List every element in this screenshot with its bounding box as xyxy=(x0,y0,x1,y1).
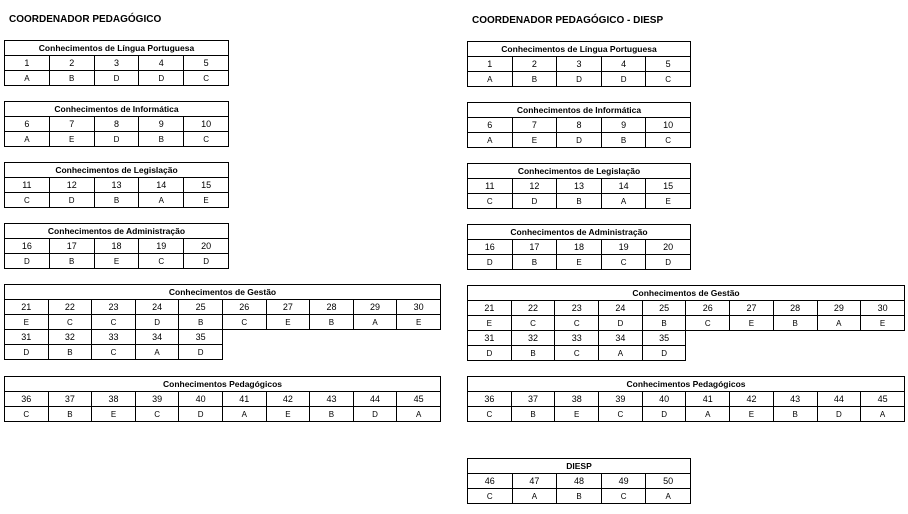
answer-key-table xyxy=(467,458,691,504)
question-number: 11 xyxy=(468,179,513,194)
question-number: 7 xyxy=(49,117,94,132)
question-number: 37 xyxy=(48,392,92,407)
answer-key-table xyxy=(4,162,229,208)
question-number: 2 xyxy=(49,56,94,71)
question-number: 42 xyxy=(730,392,774,407)
section-title: Conhecimentos Pedagógicos xyxy=(468,377,905,392)
empty-cell xyxy=(686,346,730,361)
empty-cell xyxy=(773,331,817,346)
question-number: 44 xyxy=(817,392,861,407)
question-number: 13 xyxy=(94,178,139,193)
answer-key-table xyxy=(467,41,691,87)
answer-key-table xyxy=(4,101,229,147)
answer-cell: B xyxy=(310,315,354,330)
question-number: 47 xyxy=(512,474,557,489)
answer-cell: D xyxy=(642,346,686,361)
answer-cell: C xyxy=(601,255,646,270)
question-number: 29 xyxy=(353,300,397,315)
answer-cell: C xyxy=(646,72,691,87)
answer-cell: C xyxy=(92,345,136,360)
answer-cell: E xyxy=(730,316,774,331)
answer-cell: A xyxy=(222,407,266,422)
section-title: Conhecimentos de Gestão xyxy=(468,286,905,301)
empty-cell xyxy=(686,331,730,346)
question-number: 21 xyxy=(468,301,512,316)
empty-cell xyxy=(222,345,266,360)
answer-key-table xyxy=(467,376,905,422)
question-number: 41 xyxy=(222,392,266,407)
answer-cell: E xyxy=(730,407,774,422)
question-number: 34 xyxy=(599,331,643,346)
page-title-left: COORDENADOR PEDAGÓGICO xyxy=(9,14,162,25)
empty-cell xyxy=(222,330,266,345)
answer-cell: E xyxy=(92,407,136,422)
question-number: 2 xyxy=(512,57,557,72)
empty-cell xyxy=(353,345,397,360)
question-number: 37 xyxy=(511,392,555,407)
answer-cell: E xyxy=(397,315,441,330)
question-number: 14 xyxy=(139,178,184,193)
answer-cell: A xyxy=(5,71,50,86)
question-number: 20 xyxy=(184,239,229,254)
answer-cell: B xyxy=(94,193,139,208)
question-number: 28 xyxy=(773,301,817,316)
answer-cell: B xyxy=(557,194,602,209)
answer-cell: D xyxy=(642,407,686,422)
answer-key-table xyxy=(467,163,691,209)
answer-cell: D xyxy=(599,316,643,331)
question-number: 9 xyxy=(601,118,646,133)
question-number: 23 xyxy=(555,301,599,316)
answer-cell: B xyxy=(773,407,817,422)
answer-cell: C xyxy=(555,316,599,331)
question-number: 30 xyxy=(861,301,905,316)
answer-cell: A xyxy=(139,193,184,208)
answer-cell: C xyxy=(468,407,512,422)
answer-cell: A xyxy=(599,346,643,361)
section-title: Conhecimentos de Língua Portuguesa xyxy=(5,41,229,56)
question-number: 33 xyxy=(555,331,599,346)
answer-cell: D xyxy=(468,255,513,270)
question-number: 4 xyxy=(601,57,646,72)
section-title: Conhecimentos de Administração xyxy=(5,224,229,239)
empty-cell xyxy=(266,345,310,360)
question-number: 18 xyxy=(557,240,602,255)
answer-cell: B xyxy=(601,133,646,148)
question-number: 11 xyxy=(5,178,50,193)
answer-cell: A xyxy=(397,407,441,422)
answer-cell: D xyxy=(557,133,602,148)
question-number: 15 xyxy=(646,179,691,194)
section-title: Conhecimentos de Gestão xyxy=(5,285,441,300)
question-number: 36 xyxy=(468,392,512,407)
question-number: 45 xyxy=(397,392,441,407)
question-number: 44 xyxy=(353,392,397,407)
answer-cell: A xyxy=(468,72,513,87)
question-number: 20 xyxy=(646,240,691,255)
answer-cell: B xyxy=(511,346,555,361)
answer-cell: E xyxy=(94,254,139,269)
answer-cell: D xyxy=(139,71,184,86)
answer-cell: D xyxy=(557,72,602,87)
answer-cell: A xyxy=(353,315,397,330)
answer-cell: B xyxy=(139,132,184,147)
answer-cell: B xyxy=(642,316,686,331)
question-number: 12 xyxy=(512,179,557,194)
question-number: 17 xyxy=(512,240,557,255)
question-number: 18 xyxy=(94,239,139,254)
answer-cell: B xyxy=(49,254,94,269)
question-number: 27 xyxy=(266,300,310,315)
answer-cell: D xyxy=(94,132,139,147)
question-number: 50 xyxy=(646,474,691,489)
answer-cell: A xyxy=(468,133,513,148)
question-number: 31 xyxy=(468,331,512,346)
question-number: 40 xyxy=(179,392,223,407)
answer-cell: C xyxy=(599,407,643,422)
question-number: 36 xyxy=(5,392,49,407)
answer-cell: C xyxy=(686,316,730,331)
question-number: 35 xyxy=(642,331,686,346)
question-number: 48 xyxy=(557,474,602,489)
answer-cell: D xyxy=(512,194,557,209)
answer-cell: D xyxy=(817,407,861,422)
empty-cell xyxy=(861,331,905,346)
question-number: 39 xyxy=(135,392,179,407)
answer-cell: A xyxy=(601,194,646,209)
question-number: 21 xyxy=(5,300,49,315)
answer-cell: A xyxy=(686,407,730,422)
answer-cell: C xyxy=(646,133,691,148)
answer-cell: C xyxy=(5,407,49,422)
answer-cell: E xyxy=(861,316,905,331)
question-number: 41 xyxy=(686,392,730,407)
answer-cell: C xyxy=(601,489,646,504)
question-number: 1 xyxy=(468,57,513,72)
question-number: 25 xyxy=(179,300,223,315)
answer-cell: C xyxy=(135,407,179,422)
section-title: Conhecimentos de Administração xyxy=(468,225,691,240)
question-number: 49 xyxy=(601,474,646,489)
answer-cell: E xyxy=(49,132,94,147)
question-number: 24 xyxy=(135,300,179,315)
section-title: Conhecimentos de Informática xyxy=(468,103,691,118)
question-number: 39 xyxy=(599,392,643,407)
empty-cell xyxy=(310,345,354,360)
page-title-right: COORDENADOR PEDAGÓGICO - DIESP xyxy=(472,15,664,26)
question-number: 10 xyxy=(646,118,691,133)
question-number: 22 xyxy=(511,301,555,316)
question-number: 28 xyxy=(310,300,354,315)
answer-cell: C xyxy=(222,315,266,330)
answer-cell: D xyxy=(353,407,397,422)
answer-cell: D xyxy=(94,71,139,86)
answer-cell: C xyxy=(139,254,184,269)
answer-cell: B xyxy=(179,315,223,330)
empty-cell xyxy=(730,331,774,346)
answer-cell: E xyxy=(557,255,602,270)
question-number: 43 xyxy=(773,392,817,407)
section-title: Conhecimentos de Informática xyxy=(5,102,229,117)
answer-cell: B xyxy=(557,489,602,504)
answer-cell: C xyxy=(555,346,599,361)
question-number: 12 xyxy=(49,178,94,193)
answer-cell: D xyxy=(179,407,223,422)
answer-cell: A xyxy=(5,132,50,147)
answer-key-table xyxy=(4,284,441,360)
question-number: 6 xyxy=(468,118,513,133)
empty-cell xyxy=(266,330,310,345)
question-number: 46 xyxy=(468,474,513,489)
question-number: 16 xyxy=(468,240,513,255)
question-number: 23 xyxy=(92,300,136,315)
question-number: 8 xyxy=(94,117,139,132)
question-number: 31 xyxy=(5,330,49,345)
question-number: 35 xyxy=(179,330,223,345)
answer-key-table xyxy=(4,376,441,422)
answer-cell: A xyxy=(135,345,179,360)
answer-cell: E xyxy=(266,315,310,330)
question-number: 32 xyxy=(48,330,92,345)
answer-cell: B xyxy=(512,255,557,270)
answer-cell: C xyxy=(468,194,513,209)
question-number: 40 xyxy=(642,392,686,407)
answer-cell: C xyxy=(468,489,513,504)
section-title: Conhecimentos de Legislação xyxy=(5,163,229,178)
answer-cell: A xyxy=(646,489,691,504)
answer-cell: C xyxy=(92,315,136,330)
question-number: 29 xyxy=(817,301,861,316)
answer-cell: D xyxy=(135,315,179,330)
question-number: 3 xyxy=(557,57,602,72)
question-number: 7 xyxy=(512,118,557,133)
question-number: 26 xyxy=(222,300,266,315)
question-number: 3 xyxy=(94,56,139,71)
question-number: 30 xyxy=(397,300,441,315)
answer-cell: B xyxy=(310,407,354,422)
answer-key-table xyxy=(4,40,229,86)
section-title: Conhecimentos de Língua Portuguesa xyxy=(468,42,691,57)
empty-cell xyxy=(817,346,861,361)
question-number: 32 xyxy=(511,331,555,346)
answer-cell: C xyxy=(48,315,92,330)
empty-cell xyxy=(310,330,354,345)
answer-cell: B xyxy=(511,407,555,422)
question-number: 38 xyxy=(555,392,599,407)
answer-cell: B xyxy=(49,71,94,86)
answer-cell: E xyxy=(555,407,599,422)
answer-cell: E xyxy=(266,407,310,422)
empty-cell xyxy=(397,330,441,345)
empty-cell xyxy=(397,345,441,360)
answer-cell: D xyxy=(184,254,229,269)
answer-cell: B xyxy=(48,407,92,422)
question-number: 15 xyxy=(184,178,229,193)
question-number: 14 xyxy=(601,179,646,194)
empty-cell xyxy=(817,331,861,346)
answer-cell: A xyxy=(861,407,905,422)
answer-key-table xyxy=(467,285,905,361)
question-number: 42 xyxy=(266,392,310,407)
question-number: 9 xyxy=(139,117,184,132)
question-number: 5 xyxy=(184,56,229,71)
answer-cell: E xyxy=(468,316,512,331)
answer-cell: A xyxy=(817,316,861,331)
question-number: 10 xyxy=(184,117,229,132)
question-number: 43 xyxy=(310,392,354,407)
answer-cell: D xyxy=(468,346,512,361)
answer-cell: E xyxy=(512,133,557,148)
section-title: Conhecimentos de Legislação xyxy=(468,164,691,179)
empty-cell xyxy=(730,346,774,361)
question-number: 8 xyxy=(557,118,602,133)
answer-cell: B xyxy=(773,316,817,331)
section-title: Conhecimentos Pedagógicos xyxy=(5,377,441,392)
section-title: DIESP xyxy=(468,459,691,474)
answer-cell: C xyxy=(5,193,50,208)
question-number: 25 xyxy=(642,301,686,316)
empty-cell xyxy=(861,346,905,361)
answer-cell: D xyxy=(646,255,691,270)
question-number: 19 xyxy=(139,239,184,254)
answer-key-table xyxy=(4,223,229,269)
question-number: 5 xyxy=(646,57,691,72)
answer-cell: E xyxy=(5,315,49,330)
question-number: 45 xyxy=(861,392,905,407)
answer-cell: D xyxy=(5,345,49,360)
empty-cell xyxy=(353,330,397,345)
question-number: 38 xyxy=(92,392,136,407)
question-number: 26 xyxy=(686,301,730,316)
answer-cell: D xyxy=(601,72,646,87)
answer-cell: B xyxy=(512,72,557,87)
answer-key-table xyxy=(467,102,691,148)
answer-cell: E xyxy=(646,194,691,209)
question-number: 6 xyxy=(5,117,50,132)
answer-key-table xyxy=(467,224,691,270)
answer-cell: A xyxy=(512,489,557,504)
empty-cell xyxy=(773,346,817,361)
question-number: 27 xyxy=(730,301,774,316)
question-number: 19 xyxy=(601,240,646,255)
question-number: 34 xyxy=(135,330,179,345)
question-number: 1 xyxy=(5,56,50,71)
answer-cell: C xyxy=(184,132,229,147)
question-number: 33 xyxy=(92,330,136,345)
answer-cell: E xyxy=(184,193,229,208)
answer-cell: C xyxy=(184,71,229,86)
answer-cell: D xyxy=(5,254,50,269)
question-number: 16 xyxy=(5,239,50,254)
question-number: 22 xyxy=(48,300,92,315)
question-number: 13 xyxy=(557,179,602,194)
question-number: 4 xyxy=(139,56,184,71)
question-number: 24 xyxy=(599,301,643,316)
answer-cell: D xyxy=(49,193,94,208)
answer-cell: D xyxy=(179,345,223,360)
answer-cell: B xyxy=(48,345,92,360)
answer-cell: C xyxy=(511,316,555,331)
question-number: 17 xyxy=(49,239,94,254)
